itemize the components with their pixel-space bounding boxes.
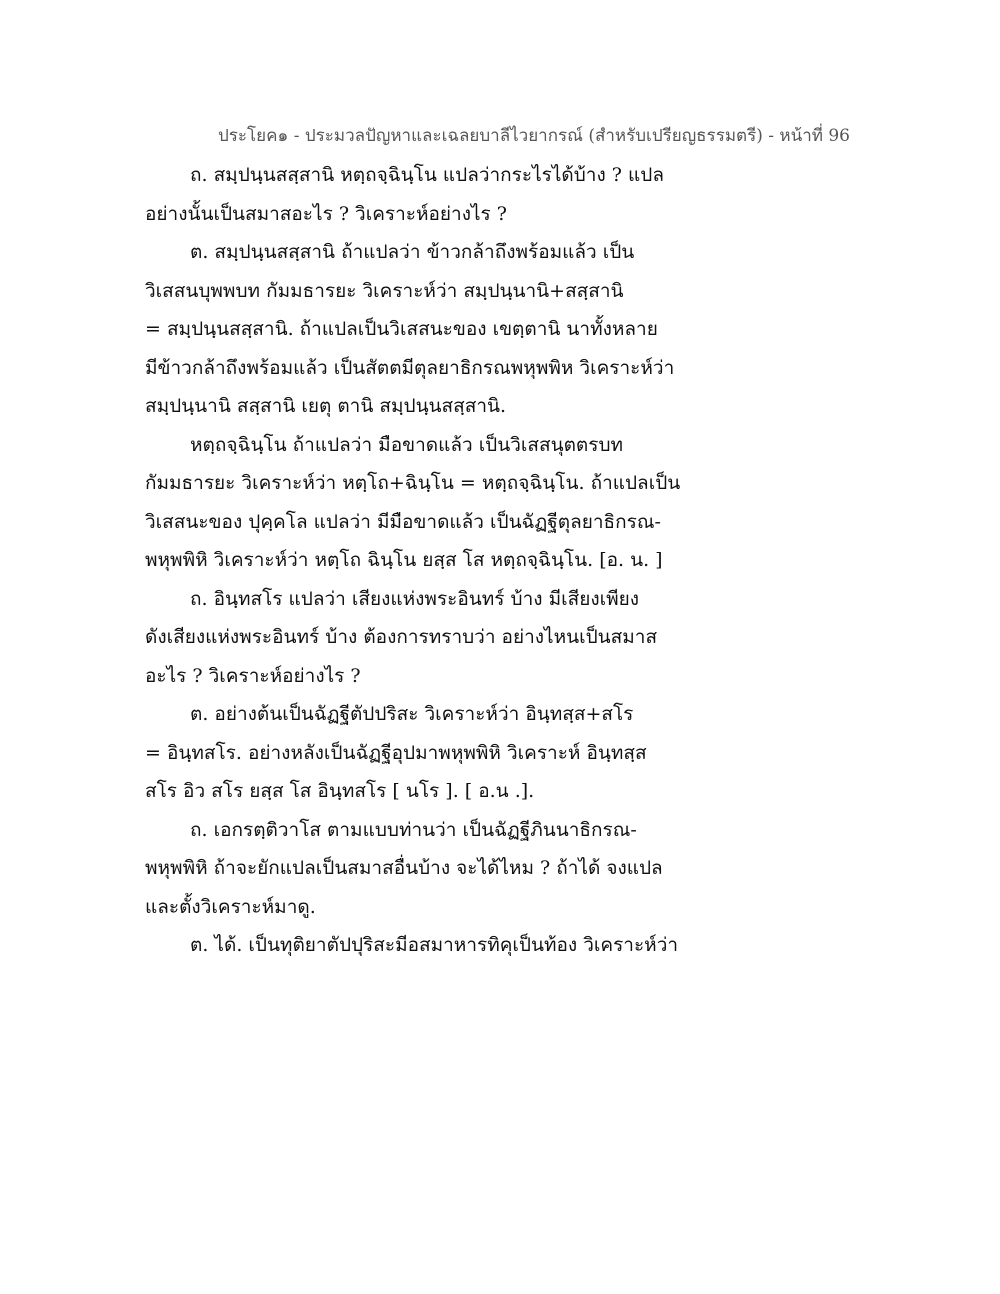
body-text [145, 156, 690, 965]
text-line: สโร อิว สโร ยสฺส โส อินฺทสโร [ นโร ]. [ อ.น .]. [145, 780, 535, 802]
text-line: และตั้งวิเคราะห์มาดู. [145, 895, 316, 918]
text-line: พหุพพิหิ ถ้าจะยักแปลเป็นสมาสอื่นบ้าง จะได้ไหม ? ถ้าได้ จงแปล [145, 857, 663, 879]
text-line: พหุพพิหิ วิเคราะห์ว่า หตฺโถ ฉินฺโน ยสฺส โส หตฺถจฺฉินฺโน. [อ. น. ] [145, 549, 663, 571]
text-line: = สมฺปนฺนสสฺสานิ. ถ้าแปลเป็นวิเสสนะของ เขตฺตานิ นาทั้งหลาย [145, 318, 658, 340]
text-line: ถ. อินฺทสโร แปลว่า เสียงแห่งพระอินทร์ บ้าง มีเสียงเพียง [190, 587, 640, 610]
running-header: ประโยค๑ - ประมวลปัญหาและเฉลยบาลีไวยากรณ์ (สำหรับเปรียญธรรมตรี) - หน้าที่ 96 [217, 126, 850, 146]
text-line: ถ. สมฺปนฺนสสฺสานิ หตฺถจฺฉินฺโน แปลว่ากระไรได้บ้าง ? แปล [190, 164, 664, 186]
text-line: ต. สมฺปนฺนสสฺสานิ ถ้าแปลว่า ข้าวกล้าถึงพร้อมแล้ว เป็น [190, 241, 635, 263]
text-line: อะไร ? วิเคราะห์อย่างไร ? [145, 664, 361, 687]
text-line: หตฺถจฺฉินฺโน ถ้าแปลว่า มือขาดแล้ว เป็นวิเสสนุตตรบท [190, 433, 624, 456]
text-line: ถ. เอกรตฺติวาโส ตามแบบท่านว่า เป็นฉัฏฐีภินนาธิกรณ- [190, 818, 637, 841]
text-line: สมฺปนฺนานิ สสฺสานิ เยตุ ตานิ สมฺปนฺนสสฺสานิ. [145, 395, 507, 417]
text-line: กัมมธารยะ วิเคราะห์ว่า หตฺโถ+ฉินฺโน = หตฺถจฺฉินฺโน. ถ้าแปลเป็น [145, 472, 681, 494]
text-line: ดังเสียงแห่งพระอินทร์ บ้าง ต้องการทราบว่า อย่างไหนเป็นสมาส [145, 626, 658, 648]
text-line: วิเสสนะของ ปุคฺคโล แปลว่า มีมือขาดแล้ว เป็นฉัฏฐีตุลยาธิกรณ- [145, 510, 661, 533]
text-line: อย่างนั้นเป็นสมาสอะไร ? วิเคราะห์อย่างไร ? [145, 202, 507, 225]
text-line: ต. ได้. เป็นทุติยาตัปปุริสะมีอสมาหารทิคุเป็นท้อง วิเคราะห์ว่า [190, 934, 679, 956]
text-line: = อินฺทสโร. อย่างหลังเป็นฉัฏฐีอุปมาพหุพพิหิ วิเคราะห์ อินฺทสฺส [145, 741, 647, 764]
text-line: มีข้าวกล้าถึงพร้อมแล้ว เป็นสัตตมีตุลยาธิกรณพหุพพิห วิเคราะห์ว่า [145, 356, 675, 379]
text-line: ต. อย่างต้นเป็นฉัฏฐีตัปปริสะ วิเคราะห์ว่า อินฺทสฺส+สโร [190, 703, 634, 725]
text-line: วิเสสนบุพพบท กัมมธารยะ วิเคราะห์ว่า สมฺปนฺนานิ+สสฺสานิ [145, 279, 624, 302]
